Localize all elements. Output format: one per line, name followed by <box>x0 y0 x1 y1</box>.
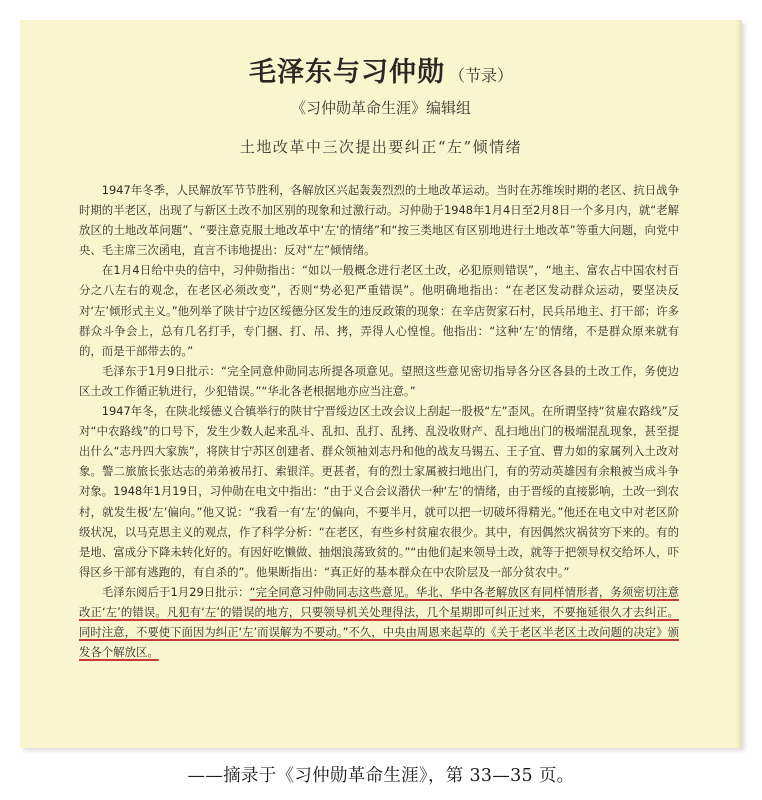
title-note: （节录） <box>448 66 513 85</box>
paragraph-2: 在1月4日给中央的信中，习仲勋指出：“如以一般概念进行老区土改，必犯原则错误”，“地主、富农占中国农村百分之八左右的观念，在老区必须改变”，否则“势必犯严重错误”。他明确地指出：“在老区发动群众运动，要坚决反对‘左’倾形式主义。”他列举了陕甘宁边区绥德分区发生的违反政策的现象：在辛店贺家石村，民兵吊地主、打干部；许多群众斗争会上，总有几名打手，专门捆、打、吊、拷，弄得人心惶惶。他指出：“这种‘左’的情绪，不是群众原来就有的，而是干部带去的。” <box>79 263 679 358</box>
paragraph-5 <box>79 582 679 662</box>
source-caption: ——摘录于《习仲勋革命生涯》，第 33—35 页。 <box>187 766 575 786</box>
highlighted-quote: “完全同意习仲勋同志这些意见。华北、华中各老解放区有同样情形者，务须密切注意改正‘左’的错误。凡犯有‘左’的错误的地方，只要领导机关处理得法，几个星期即可纠正过来，不要拖延很久才去纠正。同时注意，不要使下面因为纠正‘左’而误解为不要动。”不久，中央由周恩来起草的《关于老区半老区土改问题的决定》颁发各个解放区。 <box>79 584 680 660</box>
editor-credit: 《习仲勋革命生涯》编辑组 <box>290 99 471 117</box>
paragraph-4: 1947年冬，在陕北绥德义合镇举行的陕甘宁晋绥边区土改会议上刮起一股极“左”歪风。在所谓坚持“贫雇农路线”反对“中农路线”的口号下，发生少数人起来乱斗、乱扣、乱打、乱拷、乱没收财产、乱扫地出门的极端混乱现象，甚至提出什么“志丹四大家族”，将陕甘宁苏区创建者、群众领袖刘志丹和他的战友马锡五、王子宜、曹力如的家属列入土改对象。警二旅旅长张达志的弟弟被吊打、索银洋。更甚者，有的烈士家属被扫地出门，有的劳动英雄因有余粮被当成斗争对象。1948年1月19日，习仲勋在电文中指出：“由于义合会议潜伏一种‘左’的情绪，由于晋绥的直接影响，土改一到农村，就发生极‘左’偏向。”他又说：“我看一有‘左’的偏向，不要半月，就可以把一切破坏得精光。”他还在电文中对老区阶级状况，以马克思主义的观点，作了科学分析：“在老区，有些乡村贫雇农很少。其中，有因偶然灾祸贫穷下来的。有的是地、富成分下降未转化好的。有因好吃懒做、抽烟浪荡致贫的。”“由他们起来领导土改，就等于把领导权交给坏人，吓得区乡干部有逃跑的，有自杀的”。他果断指出：“真正好的基本群众在中农阶层及一部分贫农中。” <box>79 404 679 579</box>
article-title: 毛泽东与习仲勋 <box>248 57 445 88</box>
article-body <box>79 180 679 662</box>
title-block <box>20 50 742 89</box>
document-page <box>20 20 742 748</box>
paragraph-5-lead: 毛泽东阅后于1月29日批示： <box>101 584 250 599</box>
paragraph-1: 1947年冬季，人民解放军节节胜利，各解放区兴起轰轰烈烈的土地改革运动。当时在苏维埃时期的老区、抗日战争时期的半老区，出现了与新区土改不加区别的现象和过激行动。习仲勋于1948年1月4日至2月8日一个多月内，就“老解放区的土地改革问题”、“要注意克服土地改革中‘左’的情绪”和“按三类地区有区别地进行土地改革”等重大问题，向党中央、毛主席三次函电，直言不讳地提出：反对“左”倾情绪。 <box>79 183 679 258</box>
section-heading: 土地改革中三次提出要纠正“左”倾情绪 <box>239 138 523 156</box>
paragraph-3: 毛泽东于1月9日批示：“完全同意仲勋同志所提各项意见。望照这些意见密切指导各分区各县的土改工作，务使边区土改工作循正轨进行，少犯错误。”“华北各老根据地亦应当注意。” <box>79 363 679 398</box>
